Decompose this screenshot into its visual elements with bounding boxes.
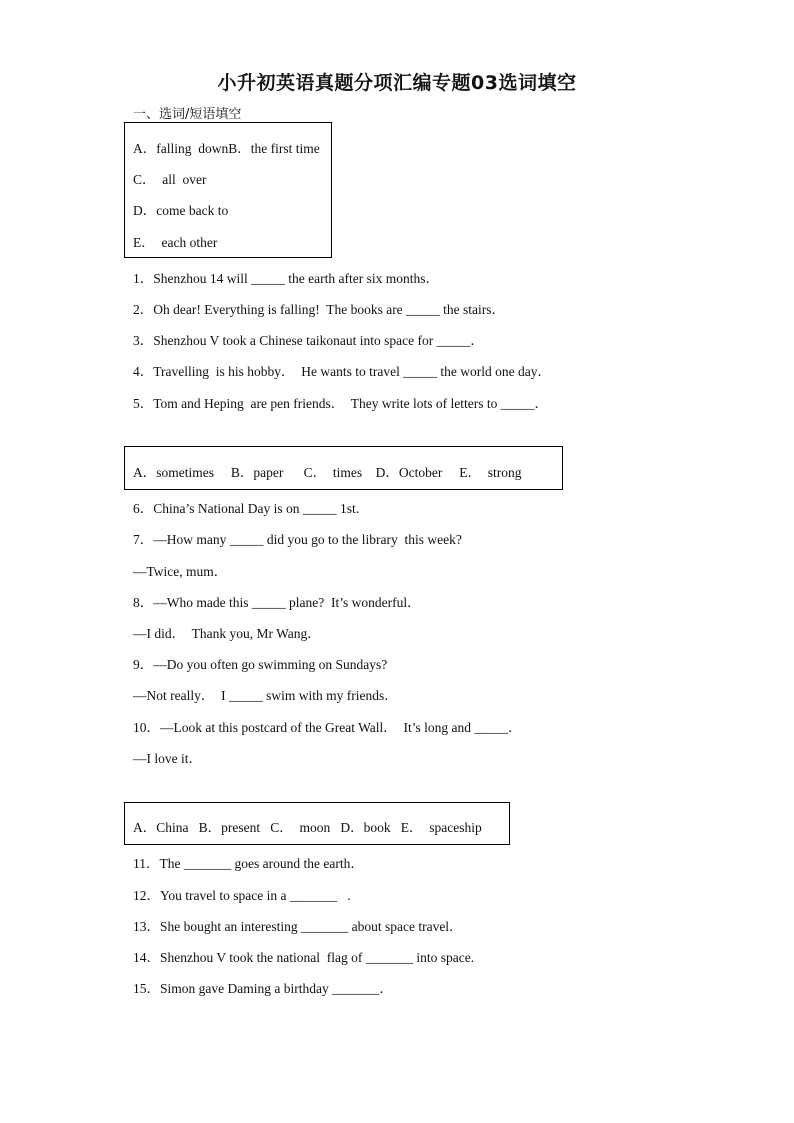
word-bank-box-1 bbox=[124, 122, 332, 258]
question-13: 13．She bought an interesting _______ about space travel． bbox=[133, 919, 463, 934]
word-bank-box-2 bbox=[124, 446, 563, 490]
word-bank-option: A．falling downB．the first time bbox=[133, 141, 320, 156]
word-bank-option: C． all over bbox=[133, 172, 207, 187]
word-bank-option: D．come back to bbox=[133, 203, 229, 218]
question-14: 14．Shenzhou V took the national flag of _______ into space. bbox=[133, 950, 475, 965]
question-7: 7．—How many _____ did you go to the library this week? bbox=[133, 532, 462, 547]
word-bank-option: E． each other bbox=[133, 235, 218, 250]
question-9: 9．—Do you often go swimming on Sundays? bbox=[133, 657, 388, 672]
question-5: 5．Tom and Heping are pen friends． They write lots of letters to _____． bbox=[133, 396, 548, 411]
question-10: 10．—Look at this postcard of the Great Wall． It’s long and _____． bbox=[133, 720, 522, 735]
question-12: 12．You travel to space in a _______ . bbox=[133, 888, 351, 903]
section-heading: 一、选词/短语填空 bbox=[133, 107, 242, 122]
word-bank-options: A．China B．present C． moon D．book E． spaceship bbox=[133, 820, 482, 835]
question-1: 1．Shenzhou 14 will _____ the earth after six months． bbox=[133, 271, 439, 286]
page-title: 小升初英语真题分项汇编专题03选词填空 bbox=[217, 72, 577, 94]
question-2: 2．Oh dear! Everything is falling! The books are _____ the stairs． bbox=[133, 302, 506, 317]
answer-10: —I love it． bbox=[133, 751, 202, 766]
word-bank-box-3 bbox=[124, 802, 510, 845]
question-6: 6．China’s National Day is on _____ 1st. bbox=[133, 501, 360, 516]
question-15: 15．Simon gave Daming a birthday _______． bbox=[133, 981, 393, 996]
answer-7: —Twice, mum． bbox=[133, 564, 228, 579]
answer-8: —I did． Thank you, Mr Wang． bbox=[133, 626, 321, 641]
question-3: 3．Shenzhou V took a Chinese taikonaut into space for _____． bbox=[133, 333, 484, 348]
answer-9: —Not really． I _____ swim with my friends． bbox=[133, 688, 398, 703]
question-8: 8．—Who made this _____ plane? It’s wonderful． bbox=[133, 595, 421, 610]
question-4: 4．Travelling is his hobby． He wants to travel _____ the world one day． bbox=[133, 364, 551, 379]
question-11: 11．The _______ goes around the earth． bbox=[133, 856, 364, 871]
word-bank-options: A．sometimes B．paper C． times D．October E． strong bbox=[133, 465, 522, 480]
